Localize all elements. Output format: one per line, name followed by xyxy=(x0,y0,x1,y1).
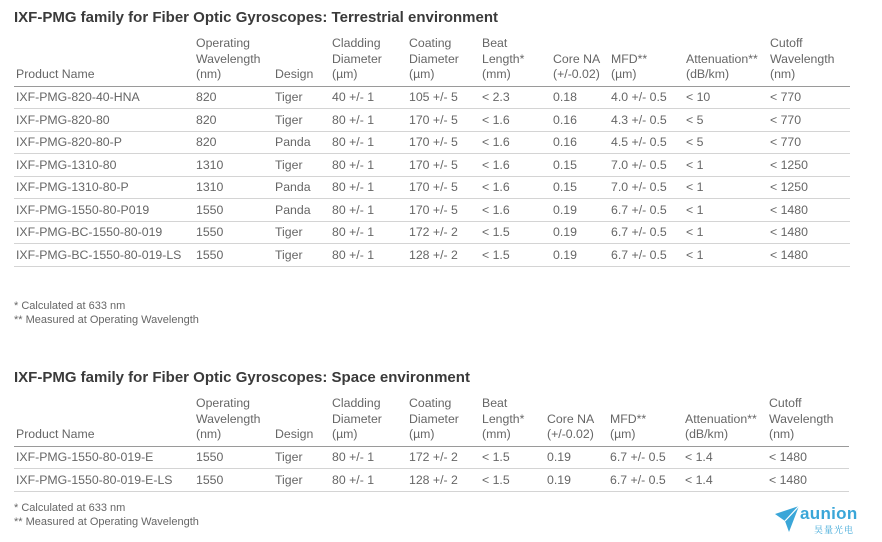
cell-cladding-diameter: 80 +/- 1 xyxy=(330,154,407,177)
cell-mfd: 4.3 +/- 0.5 xyxy=(609,109,684,132)
cell-core-na: 0.19 xyxy=(551,244,609,267)
cell-beat-length: < 1.5 xyxy=(480,221,551,244)
cell-attenuation: < 1 xyxy=(684,244,768,267)
cell-mfd: 7.0 +/- 0.5 xyxy=(609,176,684,199)
cell-cutoff-wavelength: < 1250 xyxy=(768,176,850,199)
table-row xyxy=(14,244,850,267)
cell-core-na: 0.15 xyxy=(551,176,609,199)
cell-coating-diameter: 170 +/- 5 xyxy=(407,131,480,154)
logo-wordmark: aunion xyxy=(800,504,858,523)
col-product-name: Product Name xyxy=(14,396,194,446)
cell-product-name: IXF-PMG-1550-80-019-E-LS xyxy=(14,469,194,492)
cell-design: Tiger xyxy=(273,86,330,109)
cell-coating-diameter: 170 +/- 5 xyxy=(407,109,480,132)
cell-product-name: IXF-PMG-820-40-HNA xyxy=(14,86,194,109)
cell-product-name: IXF-PMG-1550-80-P019 xyxy=(14,199,194,222)
section-title-terrestrial: IXF-PMG family for Fiber Optic Gyroscopes: Terrestrial environment xyxy=(14,9,498,26)
cell-design: Tiger xyxy=(273,469,330,492)
cell-beat-length: < 1.6 xyxy=(480,176,551,199)
cell-attenuation: < 1 xyxy=(684,199,768,222)
cell-core-na: 0.19 xyxy=(545,469,608,492)
cell-cladding-diameter: 80 +/- 1 xyxy=(330,446,407,469)
col-operating-wavelength: Operating Wavelength (nm) xyxy=(194,36,273,86)
cell-attenuation: < 5 xyxy=(684,131,768,154)
terrestrial-section xyxy=(14,9,850,267)
cell-mfd: 4.5 +/- 0.5 xyxy=(609,131,684,154)
cell-attenuation: < 1 xyxy=(684,154,768,177)
cell-coating-diameter: 128 +/- 2 xyxy=(407,469,480,492)
cell-beat-length: < 1.5 xyxy=(480,244,551,267)
cell-product-name: IXF-PMG-BC-1550-80-019-LS xyxy=(14,244,194,267)
space-table-body xyxy=(14,446,849,491)
cell-cladding-diameter: 80 +/- 1 xyxy=(330,469,407,492)
table-row xyxy=(14,154,850,177)
cell-design: Panda xyxy=(273,131,330,154)
cell-mfd: 6.7 +/- 0.5 xyxy=(608,469,683,492)
table-row xyxy=(14,446,849,469)
cell-cutoff-wavelength: < 1480 xyxy=(767,446,849,469)
table-row xyxy=(14,109,850,132)
cell-core-na: 0.18 xyxy=(551,86,609,109)
cell-core-na: 0.16 xyxy=(551,131,609,154)
col-coating-diameter: Coating Diameter (µm) xyxy=(407,396,480,446)
note-beat-length: * Calculated at 633 nm xyxy=(14,300,126,312)
cell-operating-wavelength: 1550 xyxy=(194,221,273,244)
cell-cutoff-wavelength: < 770 xyxy=(768,131,850,154)
cell-attenuation: < 1.4 xyxy=(683,469,767,492)
cell-product-name: IXF-PMG-820-80 xyxy=(14,109,194,132)
table-header-row xyxy=(14,36,850,86)
cell-design: Tiger xyxy=(273,221,330,244)
aunion-logo xyxy=(774,502,874,538)
cell-mfd: 6.7 +/- 0.5 xyxy=(608,446,683,469)
col-cutoff-wavelength: Cutoff Wavelength (nm) xyxy=(768,36,850,86)
cell-operating-wavelength: 1550 xyxy=(194,469,273,492)
cell-cladding-diameter: 80 +/- 1 xyxy=(330,199,407,222)
col-operating-wavelength: Operating Wavelength (nm) xyxy=(194,396,273,446)
cell-beat-length: < 2.3 xyxy=(480,86,551,109)
cell-core-na: 0.19 xyxy=(551,221,609,244)
table-row xyxy=(14,176,850,199)
table-row xyxy=(14,221,850,244)
cell-cladding-diameter: 80 +/- 1 xyxy=(330,244,407,267)
space-notes xyxy=(14,502,199,529)
cell-design: Tiger xyxy=(273,244,330,267)
cell-cutoff-wavelength: < 770 xyxy=(768,86,850,109)
table-header-row xyxy=(14,396,849,446)
col-beat-length: Beat Length* (mm) xyxy=(480,396,545,446)
cell-design: Panda xyxy=(273,176,330,199)
terrestrial-notes xyxy=(14,300,199,327)
col-coating-diameter: Coating Diameter (µm) xyxy=(407,36,480,86)
cell-operating-wavelength: 1310 xyxy=(194,176,273,199)
table-row xyxy=(14,131,850,154)
cell-mfd: 7.0 +/- 0.5 xyxy=(609,154,684,177)
space-section xyxy=(14,369,850,492)
cell-beat-length: < 1.6 xyxy=(480,109,551,132)
cell-coating-diameter: 105 +/- 5 xyxy=(407,86,480,109)
col-mfd: MFD** (µm) xyxy=(609,36,684,86)
cell-design: Tiger xyxy=(273,109,330,132)
cell-coating-diameter: 128 +/- 2 xyxy=(407,244,480,267)
cell-operating-wavelength: 820 xyxy=(194,131,273,154)
logo-subtitle: 昊量光电 xyxy=(814,525,855,535)
cell-core-na: 0.15 xyxy=(551,154,609,177)
cell-design: Panda xyxy=(273,199,330,222)
cell-cladding-diameter: 80 +/- 1 xyxy=(330,109,407,132)
cell-attenuation: < 10 xyxy=(684,86,768,109)
cell-cladding-diameter: 80 +/- 1 xyxy=(330,221,407,244)
cell-operating-wavelength: 1310 xyxy=(194,154,273,177)
cell-coating-diameter: 170 +/- 5 xyxy=(407,199,480,222)
cell-operating-wavelength: 1550 xyxy=(194,446,273,469)
section-title-space: IXF-PMG family for Fiber Optic Gyroscopes: Space environment xyxy=(14,369,470,386)
cell-design: Tiger xyxy=(273,446,330,469)
cell-operating-wavelength: 820 xyxy=(194,109,273,132)
table-row xyxy=(14,469,849,492)
col-design: Design xyxy=(273,36,330,86)
cell-core-na: 0.19 xyxy=(551,199,609,222)
cell-beat-length: < 1.6 xyxy=(480,199,551,222)
cell-cutoff-wavelength: < 1480 xyxy=(768,221,850,244)
col-attenuation: Attenuation** (dB/km) xyxy=(683,396,767,446)
cell-core-na: 0.16 xyxy=(551,109,609,132)
col-core-na: Core NA (+/-0.02) xyxy=(545,396,608,446)
col-attenuation: Attenuation** (dB/km) xyxy=(684,36,768,86)
cell-beat-length: < 1.6 xyxy=(480,131,551,154)
cell-attenuation: < 1 xyxy=(684,221,768,244)
cell-core-na: 0.19 xyxy=(545,446,608,469)
cell-mfd: 6.7 +/- 0.5 xyxy=(609,221,684,244)
cell-cutoff-wavelength: < 1480 xyxy=(767,469,849,492)
cell-cutoff-wavelength: < 1480 xyxy=(768,199,850,222)
col-design: Design xyxy=(273,396,330,446)
cell-coating-diameter: 172 +/- 2 xyxy=(407,221,480,244)
note-beat-length: * Calculated at 633 nm xyxy=(14,502,126,514)
note-measured: ** Measured at Operating Wavelength xyxy=(14,313,199,326)
cell-attenuation: < 1 xyxy=(684,176,768,199)
col-core-na: Core NA (+/-0.02) xyxy=(551,36,609,86)
cell-product-name: IXF-PMG-820-80-P xyxy=(14,131,194,154)
cell-design: Tiger xyxy=(273,154,330,177)
col-mfd: MFD** (µm) xyxy=(608,396,683,446)
col-beat-length: Beat Length* (mm) xyxy=(480,36,551,86)
table-row xyxy=(14,86,850,109)
cell-mfd: 6.7 +/- 0.5 xyxy=(609,244,684,267)
cell-mfd: 6.7 +/- 0.5 xyxy=(609,199,684,222)
cell-coating-diameter: 170 +/- 5 xyxy=(407,176,480,199)
cell-cladding-diameter: 80 +/- 1 xyxy=(330,176,407,199)
space-table xyxy=(14,396,849,492)
col-cladding-diameter: Cladding Diameter (µm) xyxy=(330,36,407,86)
cell-operating-wavelength: 1550 xyxy=(194,244,273,267)
cell-mfd: 4.0 +/- 0.5 xyxy=(609,86,684,109)
table-row xyxy=(14,199,850,222)
cell-operating-wavelength: 820 xyxy=(194,86,273,109)
paper-plane-icon xyxy=(774,504,800,534)
cell-product-name: IXF-PMG-1310-80 xyxy=(14,154,194,177)
cell-coating-diameter: 170 +/- 5 xyxy=(407,154,480,177)
terrestrial-table xyxy=(14,36,850,267)
cell-product-name: IXF-PMG-BC-1550-80-019 xyxy=(14,221,194,244)
cell-product-name: IXF-PMG-1550-80-019-E xyxy=(14,446,194,469)
cell-beat-length: < 1.6 xyxy=(480,154,551,177)
cell-product-name: IXF-PMG-1310-80-P xyxy=(14,176,194,199)
col-cutoff-wavelength: Cutoff Wavelength (nm) xyxy=(767,396,849,446)
cell-attenuation: < 5 xyxy=(684,109,768,132)
cell-beat-length: < 1.5 xyxy=(480,446,545,469)
cell-cutoff-wavelength: < 1250 xyxy=(768,154,850,177)
cell-cladding-diameter: 40 +/- 1 xyxy=(330,86,407,109)
cell-attenuation: < 1.4 xyxy=(683,446,767,469)
cell-cladding-diameter: 80 +/- 1 xyxy=(330,131,407,154)
col-cladding-diameter: Cladding Diameter (µm) xyxy=(330,396,407,446)
cell-coating-diameter: 172 +/- 2 xyxy=(407,446,480,469)
cell-cutoff-wavelength: < 1480 xyxy=(768,244,850,267)
cell-cutoff-wavelength: < 770 xyxy=(768,109,850,132)
cell-operating-wavelength: 1550 xyxy=(194,199,273,222)
terrestrial-table-body xyxy=(14,86,850,266)
cell-beat-length: < 1.5 xyxy=(480,469,545,492)
col-product-name: Product Name xyxy=(14,36,194,86)
note-measured: ** Measured at Operating Wavelength xyxy=(14,515,199,528)
